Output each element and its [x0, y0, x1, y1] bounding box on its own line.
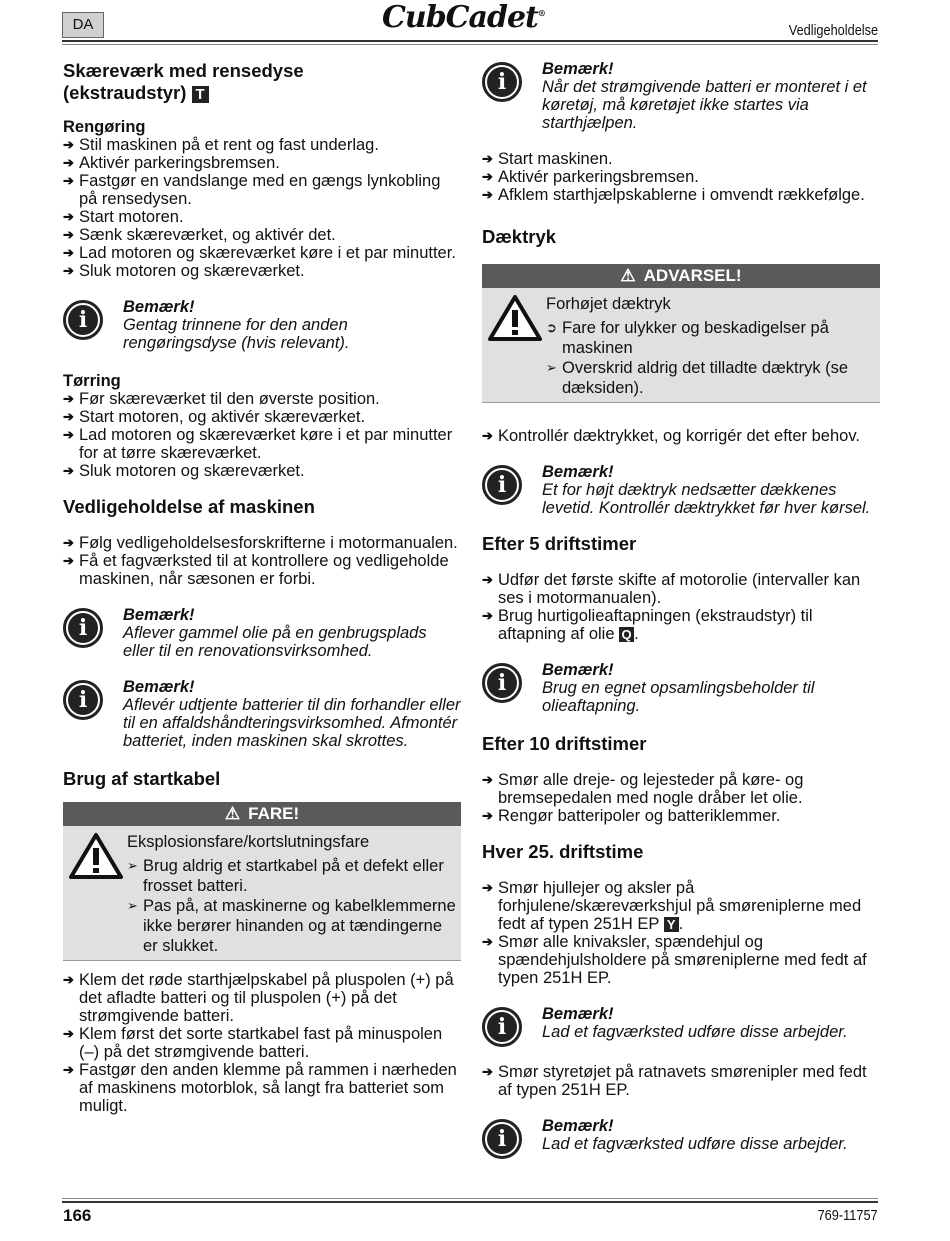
heading-jump-start: Brug af startkabel: [63, 768, 221, 789]
note-box: [482, 1117, 880, 1159]
info-icon: i: [63, 608, 103, 648]
list-item: ➔ Smør hjullejer og aksler på forhjulene/skæreværkshjul på smøreniplerne med fedt af typen 251H EP Y .: [482, 879, 880, 933]
heading-after-5-hours: Efter 5 driftstimer: [482, 533, 637, 554]
left-column: [63, 60, 461, 1115]
maintenance-steps: [63, 534, 461, 588]
tire-steps: [482, 427, 880, 445]
list-item: ➢ Pas på, at maskinerne og kabelklemmerne ikke berører hinanden og at tændingerne er slukket.: [127, 896, 461, 956]
note-label: Bemærk!: [123, 298, 195, 316]
list-item: ➔ Før skæreværket til den øverste position.: [63, 390, 461, 408]
list-item: ➔ Aktivér parkeringsbremsen.: [63, 154, 461, 172]
warning-box: [482, 264, 880, 403]
right-column: [482, 60, 880, 1159]
note-box: [63, 606, 461, 660]
list-item: ➔ Aktivér parkeringsbremsen.: [482, 168, 880, 186]
list-item: ➔ Brug hurtigolieaftapningen (ekstraudstyr) til aftapning af olie Q .: [482, 607, 880, 643]
list-item: ➔ Sænk skæreværket, og aktivér det.: [63, 226, 461, 244]
list-item: ➔ Sluk motoren og skæreværket.: [63, 262, 461, 280]
heading-tire-pressure: Dæktryk: [482, 226, 557, 247]
note-text: Når det strømgivende batteri er monteret i et køretøj, må køretøjet ikke startes via starthjælpen.: [542, 78, 867, 132]
footer-rule-thin: [62, 1198, 878, 1199]
subheading-cleaning: Rengøring: [63, 118, 146, 136]
info-icon: i: [482, 465, 522, 505]
symbol-badge-q: Q: [619, 627, 634, 642]
25-hour-steps: [482, 879, 880, 987]
info-icon: i: [63, 300, 103, 340]
list-item: ➔ Klem først det sorte startkabel fast på minuspolen (–) på det strømgivende batteri.: [63, 1025, 461, 1061]
note-box: [482, 661, 880, 715]
list-item: ➔ Stil maskinen på et rent og fast underlag.: [63, 136, 461, 154]
steering-steps: [482, 1063, 880, 1099]
note-label: Bemærk!: [542, 60, 614, 78]
list-item: ➔ Lad motoren og skæreværket køre i et par minutter for at tørre skæreværket.: [63, 426, 461, 462]
footer-rule: [62, 1201, 878, 1203]
note-label: Bemærk!: [542, 1117, 614, 1135]
list-item: ➔ Udfør det første skifte af motorolie (intervaller kan ses i motormanualen).: [482, 571, 880, 607]
5-hour-steps: [482, 571, 880, 643]
danger-bar: [63, 802, 461, 826]
note-box: [63, 678, 461, 750]
note-box: [63, 298, 461, 352]
info-icon: i: [482, 1119, 522, 1159]
list-item: ➔ Smør alle knivaksler, spændehjul og spændehjulsholdere på smøreniplerne med fedt af typen 251H EP.: [482, 933, 880, 987]
brand-name: CubCadet: [382, 0, 538, 35]
list-item: ➔ Lad motoren og skæreværket køre i et par minutter.: [63, 244, 461, 262]
list-item: ➔ Få et fagværksted til at kontrollere og vedligeholde maskinen, når sæsonen er forbi.: [63, 552, 461, 588]
note-label: Bemærk!: [542, 1005, 614, 1023]
header-rule: [62, 40, 878, 42]
note-text: Brug en egnet opsamlingsbeholder til olieaftapning.: [542, 679, 815, 715]
list-item: ➲ Fare for ulykker og beskadigelser på maskinen: [546, 318, 880, 358]
info-icon: i: [482, 663, 522, 703]
warning-triangle-icon: ⚠: [224, 804, 241, 823]
danger-label: FARE!: [248, 804, 300, 823]
warning-heading: Forhøjet dæktryk: [546, 295, 671, 313]
list-item: ➔ Fastgør den anden klemme på rammen i nærheden af maskinens motorblok, så langt fra batteriet som muligt.: [63, 1061, 461, 1115]
jump-start-steps: [63, 971, 461, 1115]
list-item: ➔ Rengør batteripoler og batteriklemmer.: [482, 807, 880, 825]
header-rule-thin: [62, 44, 878, 45]
list-item: ➔ Start motoren, og aktivér skæreværket.: [63, 408, 461, 426]
drying-steps: [63, 390, 461, 480]
start-steps: [482, 150, 880, 204]
warning-triangle-icon: [69, 832, 123, 956]
list-item: ➔ Start maskinen.: [482, 150, 880, 168]
subheading-drying: Tørring: [63, 372, 121, 390]
info-icon: i: [63, 680, 103, 720]
list-item: ➔ Smør styretøjet på ratnavets smørenipler med fedt af typen 251H EP.: [482, 1063, 880, 1099]
list-item: ➢ Brug aldrig et startkabel på et defekt eller frosset batteri.: [127, 856, 461, 896]
list-item: ➔ Klem det røde starthjælpskabel på pluspolen (+) på det afladte batteri og til pluspolen (+) på det strømgivende batteri.: [63, 971, 461, 1025]
danger-box: [63, 802, 461, 961]
note-box: [482, 463, 880, 517]
warning-bar: [482, 264, 880, 288]
note-text: Lad et fagværksted udføre disse arbejder.: [542, 1135, 848, 1153]
heading-line-1: Skæreværk med rensedyse: [63, 60, 304, 81]
note-box: [482, 60, 880, 132]
section-title: Vedligeholdelse: [788, 22, 878, 39]
language-label: DA: [62, 12, 104, 38]
brand-logo: CubCadet®: [382, 0, 545, 35]
note-text: Aflevér udtjente batterier til din forhandler eller til en affaldshåndteringsvirksomhed. Afmontér batteriet, inden maskinen skal skrottes.: [123, 696, 461, 750]
note-label: Bemærk!: [542, 463, 614, 481]
page-number: 166: [63, 1206, 92, 1225]
heading-cleaning-nozzle: [63, 60, 461, 104]
info-icon: i: [482, 62, 522, 102]
note-box: [482, 1005, 880, 1047]
heading-maintenance: Vedligeholdelse af maskinen: [63, 496, 315, 517]
document-number: 769-11757: [817, 1207, 878, 1224]
warning-label: ADVARSEL!: [643, 266, 742, 285]
note-label: Bemærk!: [123, 678, 195, 696]
danger-heading: Eksplosionsfare/kortslutningsfare: [127, 833, 370, 851]
warning-triangle-icon: ⚠: [620, 266, 636, 285]
note-text: Gentag trinnene for den anden rengøringsdyse (hvis relevant).: [123, 316, 350, 352]
10-hour-steps: [482, 771, 880, 825]
symbol-badge-t: T: [192, 86, 209, 103]
heading-every-25-hours: Hver 25. driftstime: [482, 841, 644, 862]
cleaning-steps: [63, 136, 461, 280]
list-item: ➔ Fastgør en vandslange med en gængs lynkobling på rensedysen.: [63, 172, 461, 208]
heading-line-2: (ekstraudstyr): [63, 82, 187, 103]
list-item-text: Brug hurtigolieaftapningen (ekstraudstyr) til aftapning af olie: [498, 607, 813, 643]
heading-after-10-hours: Efter 10 driftstimer: [482, 733, 647, 754]
info-icon: i: [482, 1007, 522, 1047]
note-text: Et for højt dæktryk nedsætter dækkenes levetid. Kontrollér dæktrykket før hver kørsel.: [542, 481, 871, 517]
warning-triangle-icon: [488, 294, 542, 398]
note-label: Bemærk!: [542, 661, 614, 679]
symbol-badge-y: Y: [664, 917, 679, 932]
list-item: ➔ Følg vedligeholdelsesforskrifterne i motormanualen.: [63, 534, 461, 552]
note-text: Aflever gammel olie på en genbrugsplads eller til en renovationsvirksomhed.: [123, 624, 427, 660]
list-item: ➢ Overskrid aldrig det tilladte dæktryk (se dæksiden).: [546, 358, 880, 398]
list-item: ➔ Sluk motoren og skæreværket.: [63, 462, 461, 480]
list-item-text: Smør hjullejer og aksler på forhjulene/skæreværkshjul på smøreniplerne med fedt af typen 251H EP: [498, 879, 862, 933]
list-item: ➔ Start motoren.: [63, 208, 461, 226]
list-item: ➔ Smør alle dreje- og lejesteder på køre- og bremsepedalen med nogle dråber let olie.: [482, 771, 880, 807]
note-text: Lad et fagværksted udføre disse arbejder.: [542, 1023, 848, 1041]
note-label: Bemærk!: [123, 606, 195, 624]
list-item: ➔ Kontrollér dæktrykket, og korrigér det efter behov.: [482, 427, 880, 445]
list-item: ➔ Afklem starthjælpskablerne i omvendt rækkefølge.: [482, 186, 880, 204]
